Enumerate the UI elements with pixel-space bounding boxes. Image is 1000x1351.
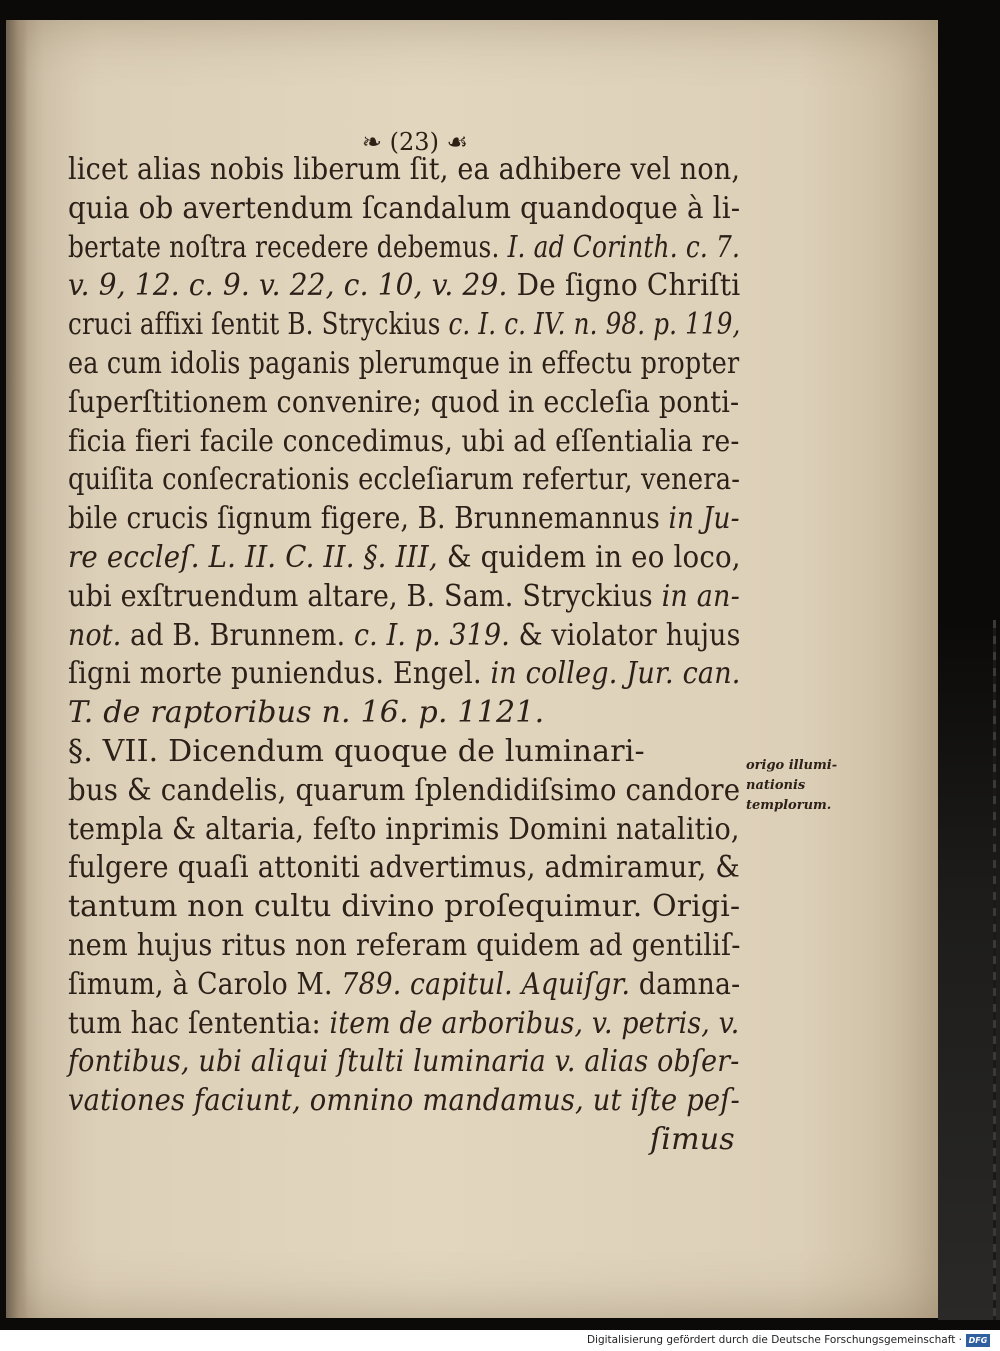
italic-segment: vationes faciunt, omnino mandamus, ut iſte peſ-	[68, 1083, 740, 1119]
text-segment: bus & candelis, quarum ſplendidiſsimo candore	[68, 772, 741, 808]
italic-segment: in an-	[661, 578, 740, 614]
text-line	[68, 230, 740, 265]
text-line	[68, 850, 740, 885]
marginal-note-line: templorum.	[746, 798, 832, 813]
text-line	[68, 734, 645, 769]
text-segment: nem hujus ritus non referam quidem ad gentiliſ-	[68, 928, 741, 963]
text-line	[68, 462, 740, 497]
text-line	[68, 812, 740, 847]
text-segment: templa & altaria, feſto inprimis Domini natalitio,	[68, 811, 740, 847]
text-line	[68, 579, 740, 614]
text-segment: tum hac ſententia:	[68, 1005, 330, 1041]
scan-right-edge	[938, 620, 1000, 1320]
text-segment: & violator hujus	[509, 617, 741, 653]
marginal-note-line: nationis	[746, 778, 806, 793]
text-line	[68, 1083, 740, 1118]
text-segment: & quidem in eo loco,	[437, 540, 741, 575]
text-segment: damna-	[630, 966, 741, 1002]
text-segment: quiſita conſecrationis eccleſiarum refertur, venera-	[68, 462, 741, 498]
text-line	[68, 928, 741, 963]
running-head: ❧ (23) ☙	[361, 128, 469, 156]
text-segment: quia ob avertendum ſcandalum quandoque à li-	[68, 190, 741, 226]
text-segment: ſuperſtitionem convenire; quod in eccleſia ponti-	[68, 384, 740, 420]
text-segment: cruci affixi ſentit B. Stryckius	[68, 307, 449, 343]
text-line	[68, 346, 739, 381]
text-segment: bile crucis ſignum figere, B. Brunnemannus	[68, 501, 669, 537]
text-segment: ſimum, à Carolo M.	[68, 966, 342, 1002]
dfg-logo: DFG	[966, 1334, 990, 1347]
text-line	[68, 1006, 739, 1041]
text-line	[68, 191, 740, 226]
text-segment: ad B. Brunnem.	[121, 617, 354, 653]
text-line	[68, 501, 740, 536]
text-segment: bertate noſtra recedere debemus.	[68, 229, 508, 265]
italic-segment: I. ad Corinth. c. 7.	[507, 229, 741, 265]
text-line	[68, 540, 741, 575]
italic-segment: T. de raptoribus n. 16. p. 1121.	[68, 695, 545, 731]
text-line	[68, 656, 741, 691]
text-line	[68, 967, 740, 1002]
italic-segment: item de arboribus, v. petris, v.	[329, 1005, 740, 1041]
text-line	[68, 424, 740, 459]
italic-segment: 789. capitul. Aquiſgr.	[341, 966, 631, 1002]
italic-segment: ſimus	[650, 1122, 735, 1157]
marginal-note-line: origo illumi-	[746, 758, 838, 773]
italic-segment: in Ju-	[668, 501, 740, 537]
footer-credit-text: Digitalisierung gefördert durch die Deutsche Forschungsgemeinschaft ·	[586, 1334, 962, 1346]
italic-segment: v. 9, 12. c. 9. v. 22, c. 10, v. 29.	[68, 268, 508, 304]
text-segment: ſigni morte puniendus. Engel.	[68, 656, 491, 692]
text-segment: §. VII. Dicendum quoque de luminari-	[68, 734, 645, 769]
footer-bar	[0, 1330, 1000, 1351]
text-line	[68, 307, 741, 342]
text-segment: ea cum idolis paganis plerumque in effectu propter	[68, 346, 740, 381]
text-line	[68, 152, 740, 187]
text-line	[68, 1044, 740, 1079]
italic-segment: c. I. p. 319.	[353, 617, 510, 653]
scan-edge-stripe	[993, 620, 996, 1320]
text-line	[68, 889, 740, 924]
italic-segment: re eccleſ. L. II. C. II. §. III,	[68, 540, 438, 575]
text-segment: tantum non cultu divino proſequimur. Origi-	[68, 889, 741, 925]
text-segment: ficia fieri facile concedimus, ubi ad eſſentialia re-	[68, 423, 740, 459]
text-segment: fulgere quaſi attoniti advertimus, admiramur, &	[68, 850, 740, 886]
text-segment: licet alias nobis liberum ſit, ea adhibere vel non,	[68, 152, 741, 187]
text-segment: De ſigno Chriſti	[507, 268, 741, 304]
text-line	[650, 1122, 735, 1157]
italic-segment: in colleg. Jur. can.	[490, 656, 741, 692]
italic-segment: fontibus, ubi aliqui ſtulti luminaria v. alias obſer-	[68, 1044, 740, 1080]
text-segment: ubi exſtruendum altare, B. Sam. Stryckius	[68, 578, 662, 614]
italic-segment: c. I. c. IV. n. 98. p. 119,	[448, 307, 741, 343]
text-line	[68, 385, 739, 420]
text-line	[68, 268, 740, 303]
text-line	[68, 618, 741, 653]
text-line	[68, 773, 740, 808]
text-line	[68, 695, 544, 730]
page-spine-shadow	[6, 20, 28, 1318]
italic-segment: not.	[68, 617, 122, 653]
